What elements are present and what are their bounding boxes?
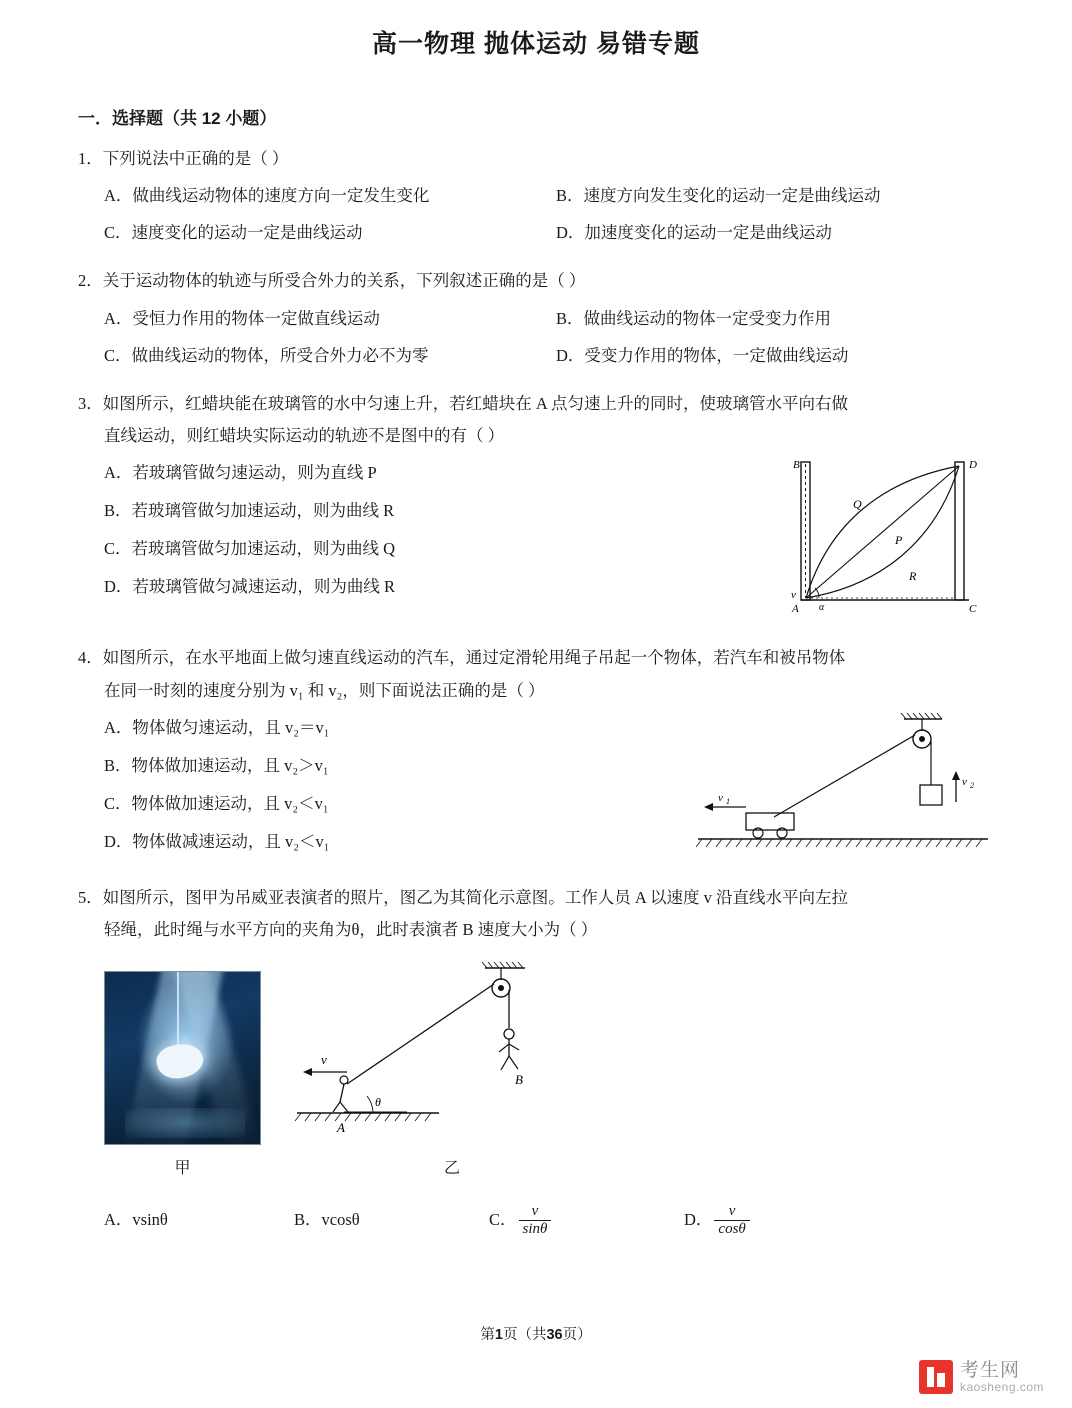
question-1-text: 下列说法中正确的是（ ） — [102, 149, 289, 168]
question-4-option-d[interactable]: D．物体做减速运动，且 v₂＜v₁ — [104, 831, 330, 851]
svg-text:Q: Q — [853, 497, 862, 512]
question-5-text-line1: 如图所示，图甲为吊威亚表演者的照片，图乙为其简化示意图。工作人员 A 以速度 v 沿直线水平向左拉 — [102, 887, 849, 907]
question-2-option-b[interactable]: B．做曲线运动的物体一定受变力作用 — [556, 308, 832, 328]
figure-caption-jia: 甲 — [174, 1160, 191, 1178]
question-2-option-a[interactable]: A．受恒力作用的物体一定做直线运动 — [104, 308, 380, 328]
question-5-option-c[interactable]: C． $\frac{v}{\sin\theta}$ — [489, 1201, 684, 1239]
document-page — [0, 14, 1072, 1408]
svg-text:v: v — [791, 589, 796, 602]
svg-text:2: 2 — [970, 780, 974, 790]
svg-text:B: B — [793, 459, 800, 472]
svg-text:D: D — [969, 459, 977, 472]
svg-text:P: P — [895, 533, 903, 548]
page-footer — [0, 1323, 1072, 1344]
question-5-number: 5． — [78, 887, 103, 907]
footer-middle: 页（共 — [502, 1327, 547, 1343]
figure-caption-yi: 乙 — [443, 1160, 460, 1178]
question-4-option-c[interactable]: C．物体做加速运动，且 v₂＜v₁ — [104, 793, 329, 813]
photo-rope — [177, 972, 179, 1046]
photo-glow — [125, 1108, 245, 1138]
question-3-option-c[interactable]: C．若玻璃管做匀加速运动，则为曲线 Q — [104, 539, 396, 559]
question-3-text-line2: 直线运动，则红蜡块实际运动的轨迹不是图中的有（ ） — [104, 426, 505, 446]
question-1-options — [78, 177, 994, 251]
svg-text:v: v — [321, 1052, 327, 1068]
watermark — [919, 1360, 1044, 1394]
question-5-diagram-block — [287, 956, 617, 1184]
question-2-options — [78, 300, 994, 374]
svg-text:B: B — [515, 1072, 523, 1088]
aerial-performer-photo — [104, 971, 261, 1145]
svg-text:v: v — [718, 791, 723, 804]
question-2-option-d[interactable]: D．受变力作用的物体，一定做曲线运动 — [556, 345, 849, 365]
svg-text:R: R — [909, 569, 917, 584]
wax-block-tube-diagram — [779, 452, 994, 617]
question-5-option-a[interactable]: A．vsinθ — [104, 1209, 168, 1229]
question-1-option-c[interactable]: C．速度变化的运动一定是曲线运动 — [104, 223, 363, 243]
question-4-stem — [78, 642, 994, 674]
question-5-option-d[interactable]: D． $\frac{v}{\cos\theta}$ — [684, 1201, 752, 1239]
svg-text:A: A — [792, 603, 799, 616]
question-4-number: 4． — [78, 648, 103, 668]
question-5-figures — [78, 956, 994, 1184]
question-5 — [78, 882, 994, 1239]
question-3-option-b[interactable]: B．若玻璃管做匀加速运动，则为曲线 R — [104, 501, 395, 521]
watermark-text — [960, 1361, 1044, 1394]
svg-text:A: A — [337, 1120, 345, 1135]
question-3-option-d[interactable]: D．若玻璃管做匀减速运动，则为曲线 R — [104, 577, 396, 596]
question-5-option-b[interactable]: B．vcosθ — [294, 1209, 360, 1229]
kaosheng-logo-icon — [919, 1360, 953, 1394]
question-3-text-line1: 如图所示，红蜡块能在玻璃管的水中匀速上升，若红蜡块在 A 点匀速上升的同时，使玻璃管水平向右做 — [102, 393, 849, 413]
footer-total-pages: 36 — [546, 1327, 563, 1343]
svg-text:α: α — [819, 602, 825, 614]
question-1-option-b[interactable]: B．速度方向发生变化的运动一定是曲线运动 — [556, 186, 881, 206]
wire-flying-diagram — [287, 956, 617, 1134]
question-1 — [78, 143, 994, 251]
question-4 — [78, 642, 994, 868]
svg-text:C: C — [969, 603, 977, 616]
question-2 — [78, 265, 994, 373]
question-2-stem — [78, 265, 994, 297]
question-1-number: 1． — [78, 149, 103, 168]
question-1-option-d[interactable]: D．加速度变化的运动一定是曲线运动 — [556, 223, 832, 243]
watermark-cn: 考生网 — [959, 1359, 1020, 1381]
question-1-stem — [78, 143, 994, 175]
question-3-figure — [779, 452, 994, 628]
svg-text:1: 1 — [726, 796, 730, 806]
question-3-number: 3． — [78, 393, 103, 413]
question-2-option-c[interactable]: C．做曲线运动的物体，所受合外力必不为零 — [104, 345, 429, 365]
svg-text:v: v — [962, 775, 967, 788]
question-4-text-line1: 如图所示，在水平地面上做匀速直线运动的汽车，通过定滑轮用绳子吊起一个物体，若汽车和被吊物体 — [102, 648, 846, 668]
question-4-text-line2: 在同一时刻的速度分别为 v₁ 和 v₂，则下面说法正确的是（ ） — [104, 680, 545, 700]
question-4-option-b[interactable]: B．物体做加速运动，且 v₂＞v₁ — [104, 755, 329, 775]
footer-suffix: 页） — [562, 1327, 592, 1343]
footer-prefix: 第 — [480, 1327, 495, 1343]
question-3 — [78, 388, 994, 629]
question-2-text: 关于运动物体的轨迹与所受合外力的关系，下列叙述正确的是（ ） — [102, 271, 586, 291]
car-pulley-diagram — [694, 707, 994, 857]
watermark-en: kaosheng.com — [959, 1379, 1044, 1394]
section-heading: 一．选择题（共 12 小题） — [78, 109, 277, 128]
question-2-number: 2． — [78, 271, 103, 291]
question-5-options — [78, 1201, 994, 1239]
question-1-option-a[interactable]: A．做曲线运动物体的速度方向一定发生变化 — [104, 186, 430, 206]
svg-text:θ: θ — [375, 1095, 381, 1110]
question-5-photo-block — [104, 971, 261, 1184]
page-title: 高一物理 抛体运动 易错专题 — [372, 30, 700, 58]
question-5-text-line2: 轻绳，此时绳与水平方向的夹角为θ，此时表演者 B 速度大小为（ ） — [104, 920, 598, 940]
question-4-option-a[interactable]: A．物体做匀速运动，且 v₂＝v₁ — [104, 717, 330, 737]
question-3-option-a[interactable]: A．若玻璃管做匀速运动，则为直线 P — [104, 463, 377, 483]
question-4-figure — [694, 707, 994, 868]
question-5-stem — [78, 882, 994, 914]
footer-page-number: 1 — [494, 1327, 503, 1343]
question-3-stem — [78, 388, 994, 420]
